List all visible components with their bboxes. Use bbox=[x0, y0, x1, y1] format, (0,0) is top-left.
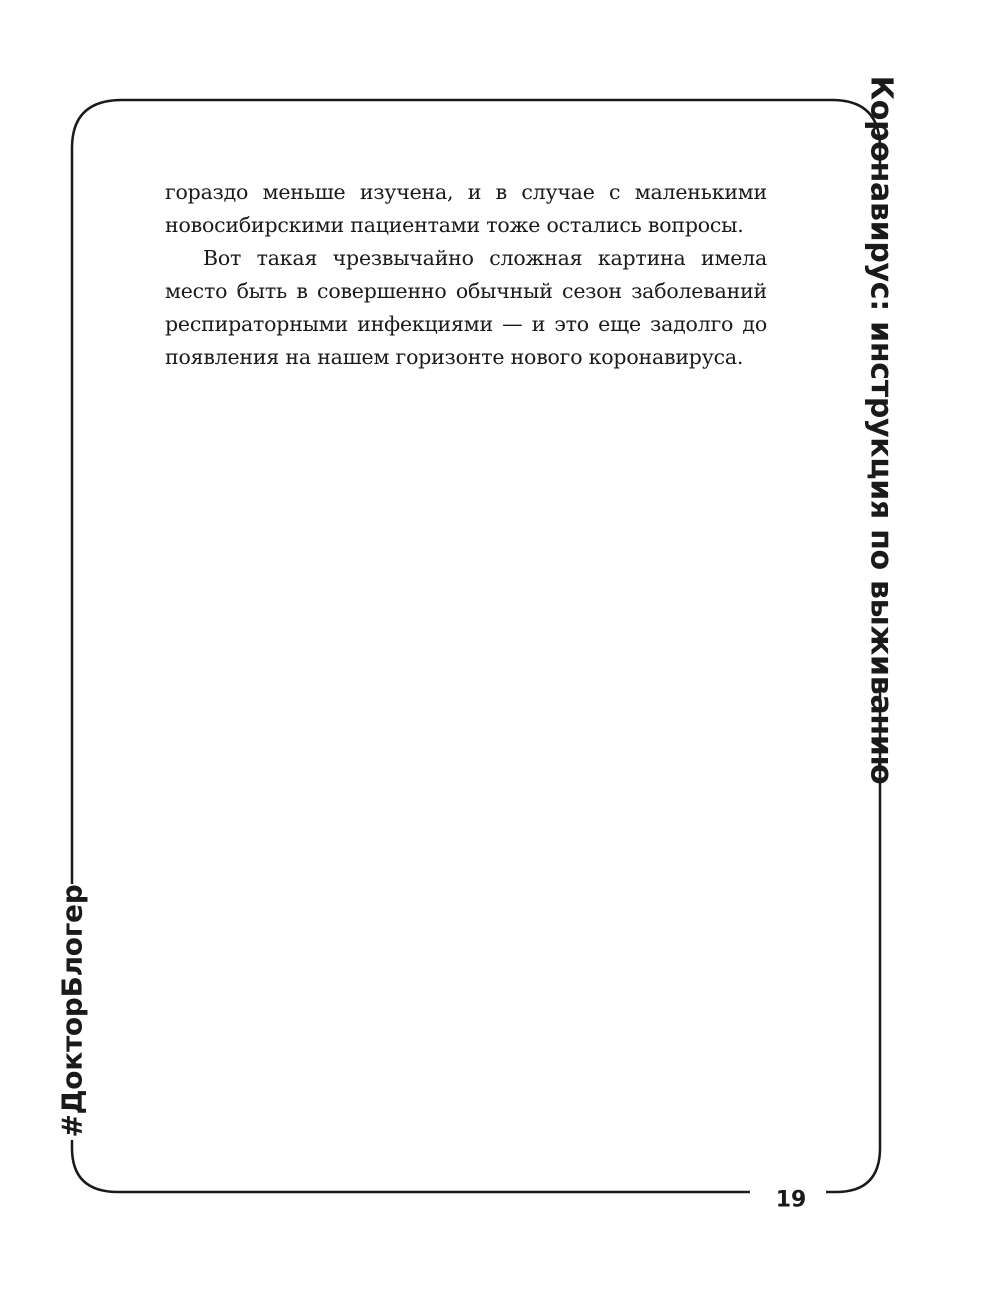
main-text-block bbox=[165, 176, 767, 374]
paragraph-1: гораздо меньше изучена, и в случае с маленькими новосибирскими пациентами тоже остались вопросы. bbox=[165, 180, 767, 237]
frame-bottom-border bbox=[72, 1140, 750, 1192]
chapter-title: Коронавирус: инструкция по выживанию bbox=[863, 75, 899, 785]
page-number: 19 bbox=[775, 1187, 807, 1213]
hashtag-label: #ДокторБлогер bbox=[55, 884, 89, 1138]
frame-top-border bbox=[72, 100, 880, 168]
paragraph-2: Вот такая чрезвычайно сложная картина имела место быть в совершенно обычный сезон заболеваний респираторными инфекциями — и это еще задолго до появления на нашем горизонте нового коронавируса. bbox=[165, 246, 767, 369]
